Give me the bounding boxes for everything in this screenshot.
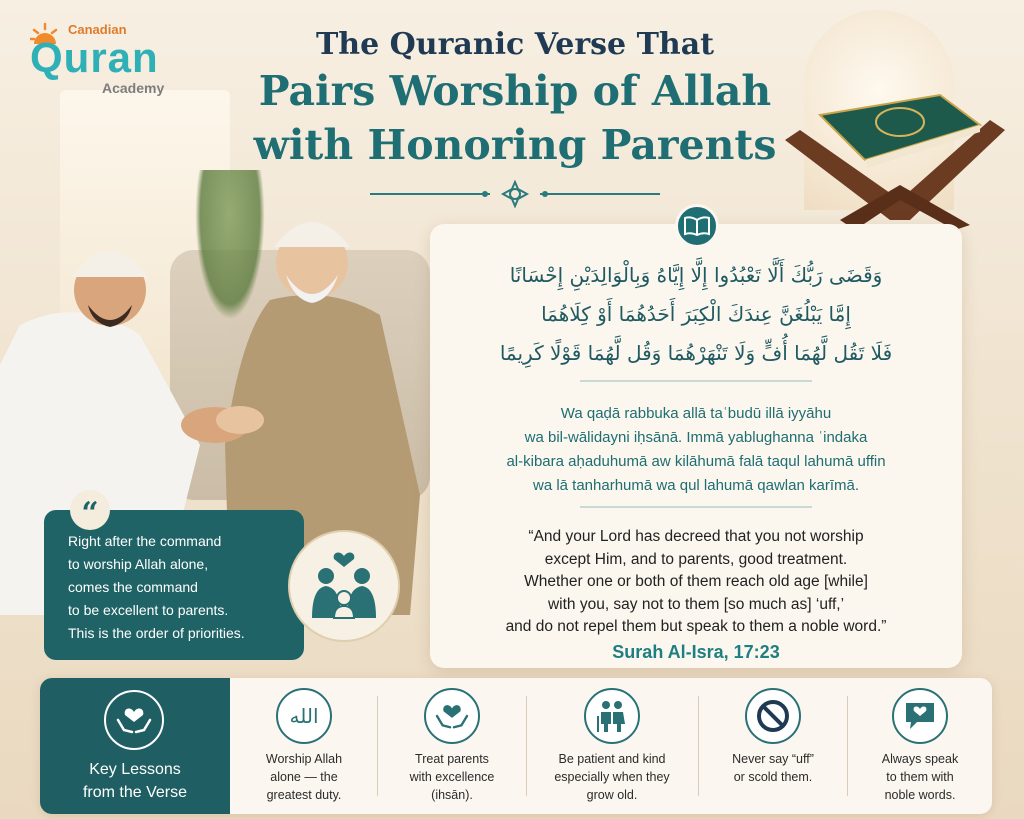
arabic-line: إِمَّا يَبْلُغَنَّ عِندَكَ الْكِبَرَ أَحَدُهُمَا أَوْ كِلَاهُمَا — [541, 302, 851, 326]
prohibited-icon — [745, 688, 801, 744]
lesson-text — [382, 750, 522, 804]
lesson-item-worship — [230, 678, 378, 814]
allah-calligraphy-text: الله — [289, 704, 319, 728]
lesson-item-noble-words — [848, 678, 992, 814]
lesson-line: especially when they — [554, 770, 670, 784]
quote-mark-icon: “ — [70, 490, 110, 530]
quote-box — [44, 510, 304, 660]
translation-line: “And your Lord has decreed that you not worship — [528, 528, 864, 545]
quote-line: comes the command — [68, 579, 198, 595]
quote-line: This is the order of priorities. — [68, 625, 245, 641]
key-lessons-title-line: Key Lessons — [89, 761, 181, 778]
key-lessons-title-line: from the Verse — [82, 784, 188, 801]
lesson-line: or scold them. — [733, 770, 813, 784]
transliteration-line: al-kibara aḥaduhumā aw kilāhumā falā taqul lahumā uffin — [506, 453, 886, 470]
verse-card — [430, 224, 962, 668]
quote-line: to worship Allah alone, — [68, 556, 209, 572]
arabic-line: وَقَضَى رَبُّكَ أَلَّا تَعْبُدُوا إِلَّا إِيَّاهُ وَبِالْوَالِدَيْنِ إِحْسَانًا — [509, 263, 883, 287]
lesson-text — [531, 750, 693, 804]
lesson-text — [234, 750, 374, 804]
lesson-line: Worship Allah — [265, 752, 343, 766]
translation-line: and do not repel them but speak to them a noble word.” — [505, 618, 887, 635]
elderly-couple-icon — [584, 688, 640, 744]
lesson-line: to them with — [886, 770, 954, 784]
transliteration-line: wa lā tanharhumā wa qul lahumā qawlan karīmā. — [532, 477, 859, 494]
lesson-line: noble words. — [884, 788, 956, 802]
lesson-line: Be patient and kind — [558, 752, 666, 766]
lesson-line: alone — the — [270, 770, 338, 784]
heart-hands-icon — [104, 690, 164, 750]
lesson-item-patience — [527, 678, 697, 814]
divider — [580, 380, 812, 382]
family-icon — [288, 530, 400, 642]
quote-line: Right after the command — [68, 533, 222, 549]
lesson-line: Always speak — [881, 752, 959, 766]
lesson-line: Never say “uff” — [732, 752, 814, 766]
title-line-2: Pairs Worship of Allah — [258, 67, 772, 115]
lesson-line: (ihsān). — [431, 788, 473, 802]
transliteration-line: Wa qaḍā rabbuka allā taʿbudū illā iyyāhu — [560, 405, 832, 422]
transliteration-line: wa bil-wālidayni iḥsānā. Immā yablughanna ʿindaka — [524, 429, 868, 446]
lesson-line: Treat parents — [415, 752, 489, 766]
quote-line: to be excellent to parents. — [68, 602, 229, 618]
logo-main-text: Quran — [30, 34, 159, 81]
speech-heart-icon — [892, 688, 948, 744]
key-lessons-title — [40, 758, 230, 804]
english-translation — [450, 526, 942, 639]
arabic-line: فَلَا تَقُل لَّهُمَا أُفٍّ وَلَا تَنْهَرْهُمَا وَقُل لَّهُمَا قَوْلًا كَرِيمًا — [499, 341, 893, 365]
lesson-text — [852, 750, 988, 804]
lesson-item-excellence — [378, 678, 526, 814]
logo-top-text: Canadian — [68, 22, 127, 37]
allah-calligraphy-icon — [276, 688, 332, 744]
quote-text — [68, 530, 288, 645]
verse-reference: Surah Al-Isra, 17:23 — [612, 642, 780, 662]
translation-line: except Him, and to parents, good treatment. — [544, 550, 848, 568]
academy-logo — [28, 20, 188, 100]
arabic-verse — [448, 256, 944, 373]
divider — [580, 506, 812, 508]
lesson-text — [703, 750, 843, 786]
logo-sub-text: Academy — [102, 80, 165, 96]
key-lessons-header — [40, 678, 230, 814]
title-line-1: The Quranic Verse That — [315, 27, 715, 62]
translation-line: with you, say not to them [so much as] ‘uff,’ — [547, 595, 845, 613]
lesson-line: with excellence — [409, 770, 495, 784]
quran-stand-illustration — [780, 90, 1010, 240]
open-book-icon — [675, 204, 719, 248]
lesson-line: greatest duty. — [266, 788, 342, 802]
heart-hands-icon — [424, 688, 480, 744]
title-line-3: with Honoring Parents — [253, 121, 777, 169]
transliteration — [460, 402, 932, 498]
translation-line: Whether one or both of them reach old age [while] — [524, 573, 868, 590]
key-lessons-bar — [40, 678, 992, 814]
lesson-line: grow old. — [586, 788, 638, 802]
lesson-item-never-say-uff — [699, 678, 847, 814]
page-title — [250, 26, 780, 172]
